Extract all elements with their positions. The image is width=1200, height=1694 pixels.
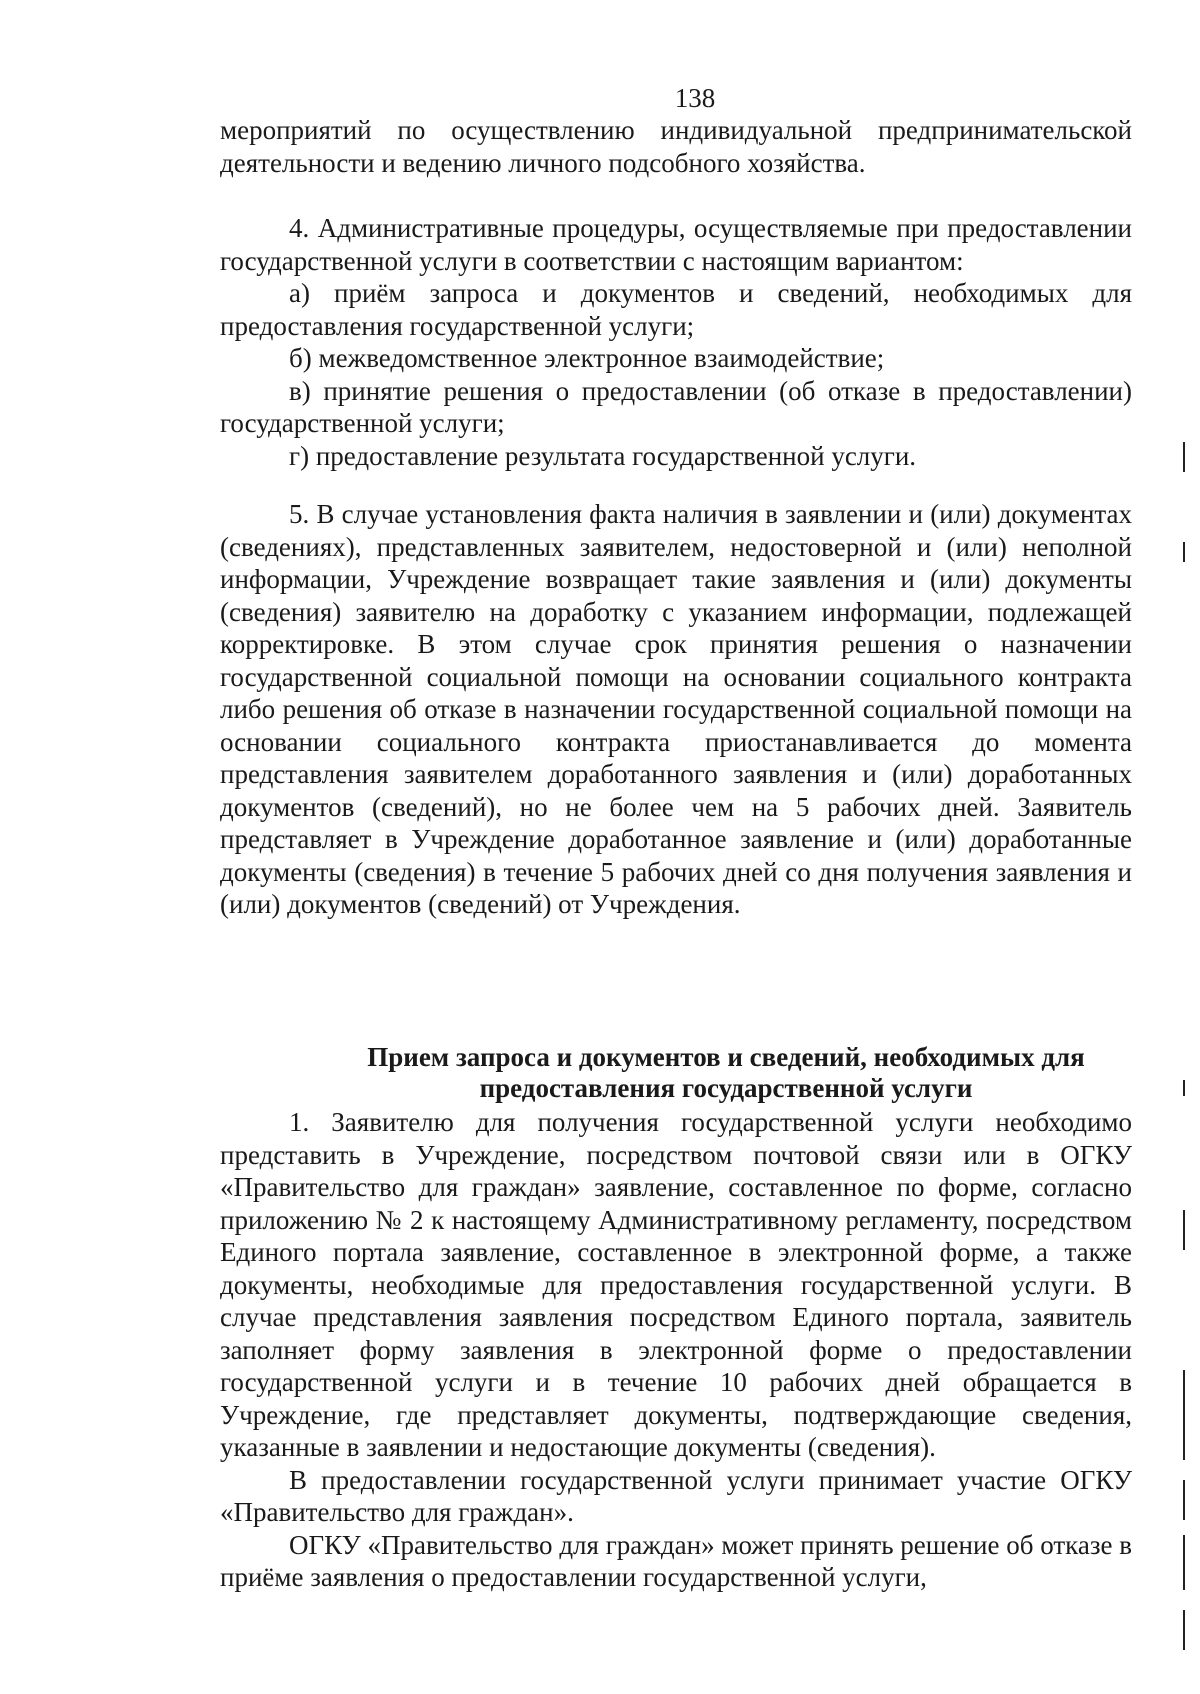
margin-scan-mark <box>1183 542 1185 562</box>
section-4-item-c: в) принятие решения о предоставлении (об отказе в предоставлении) государственной услуги; <box>220 375 1132 438</box>
section-5-paragraph: 5. В случае установления факта наличия в заявлении и (или) документах (сведениях), представленных заявителем, недостоверной и (или) неполной информации, Учреждение возвращает такие заявления и (или) документы (сведения) заявителю на доработку с указанием информации, подлежащей корректировке. В этом случае срок принятия решения о назначении государственной социальной помощи на основании социального контракта либо решения об отказе в назначении государственной социальной помощи на основании социального контракта приостанавливается до момента представления заявителем доработанного заявления и (или) доработанных документов (сведений), но не более чем на 5 рабочих дней. Заявитель представляет в Учреждение доработанное заявление и (или) доработанные документы (сведения) в течение 5 рабочих дней со дня получения заявления и (или) документов (сведений) от Учреждения. <box>220 499 1132 919</box>
margin-scan-mark <box>1183 442 1185 472</box>
receipt-paragraph-2: В предоставлении государственной услуги принимает участие ОГКУ «Правительство для граждан». <box>220 1464 1132 1527</box>
section-heading <box>220 1042 1132 1104</box>
section-receipt <box>220 1106 1132 1594</box>
margin-scan-mark <box>1183 1210 1185 1250</box>
section-4-item-b: б) межведомственное электронное взаимодействие; <box>289 343 885 373</box>
section-4-item-a: а) приём запроса и документов и сведений, необходимых для предоставления государственной услуги; <box>220 278 1132 341</box>
section-4-intro: 4. Административные процедуры, осуществляемые при предоставлении государственной услуги в соответствии с настоящим вариантом: <box>220 213 1132 276</box>
receipt-paragraph-3: ОГКУ «Правительство для граждан» может принять решение об отказе в приёме заявления о предоставлении государственной услуги, <box>220 1529 1132 1592</box>
margin-scan-mark <box>1183 1535 1185 1590</box>
section-heading-block <box>220 1042 1132 1104</box>
margin-scan-mark <box>1183 1370 1185 1460</box>
page-number: 138 <box>674 83 716 113</box>
margin-scan-mark <box>1183 1610 1185 1650</box>
receipt-paragraph-1: 1. Заявителю для получения государственной услуги необходимо представить в Учреждение, посредством почтовой связи или в ОГКУ «Правительство для граждан» заявление, составленное по форме, согласно приложению № 2 к настоящему Административному регламенту, посредством Единого портала заявление, составленное в электронной форме, а также документы, необходимые для предоставления государственной услуги. В случае представления заявления посредством Единого портала, заявитель заполняет форму заявления в электронной форме о предоставлении государственной услуги и в течение 10 рабочих дней обращается в Учреждение, где представляет документы, подтверждающие сведения, указанные в заявлении и недостающие документы (сведения). <box>220 1107 1132 1462</box>
section-heading-line-2: предоставления государственной услуги <box>479 1073 973 1103</box>
section-4-item-d: г) предоставление результата государственной услуги. <box>289 440 917 471</box>
section-heading-line-1: Прием запроса и документов и сведений, необходимых для <box>367 1042 1085 1072</box>
continuation-paragraph: мероприятий по осуществлению индивидуальной предпринимательской деятельности и ведению личного подсобного хозяйства. <box>220 115 1132 178</box>
continuation-block <box>220 114 1132 179</box>
section-4 <box>220 212 1132 472</box>
margin-scan-mark <box>1183 1080 1185 1096</box>
section-5 <box>220 498 1132 921</box>
margin-scan-mark <box>1183 1480 1185 1520</box>
